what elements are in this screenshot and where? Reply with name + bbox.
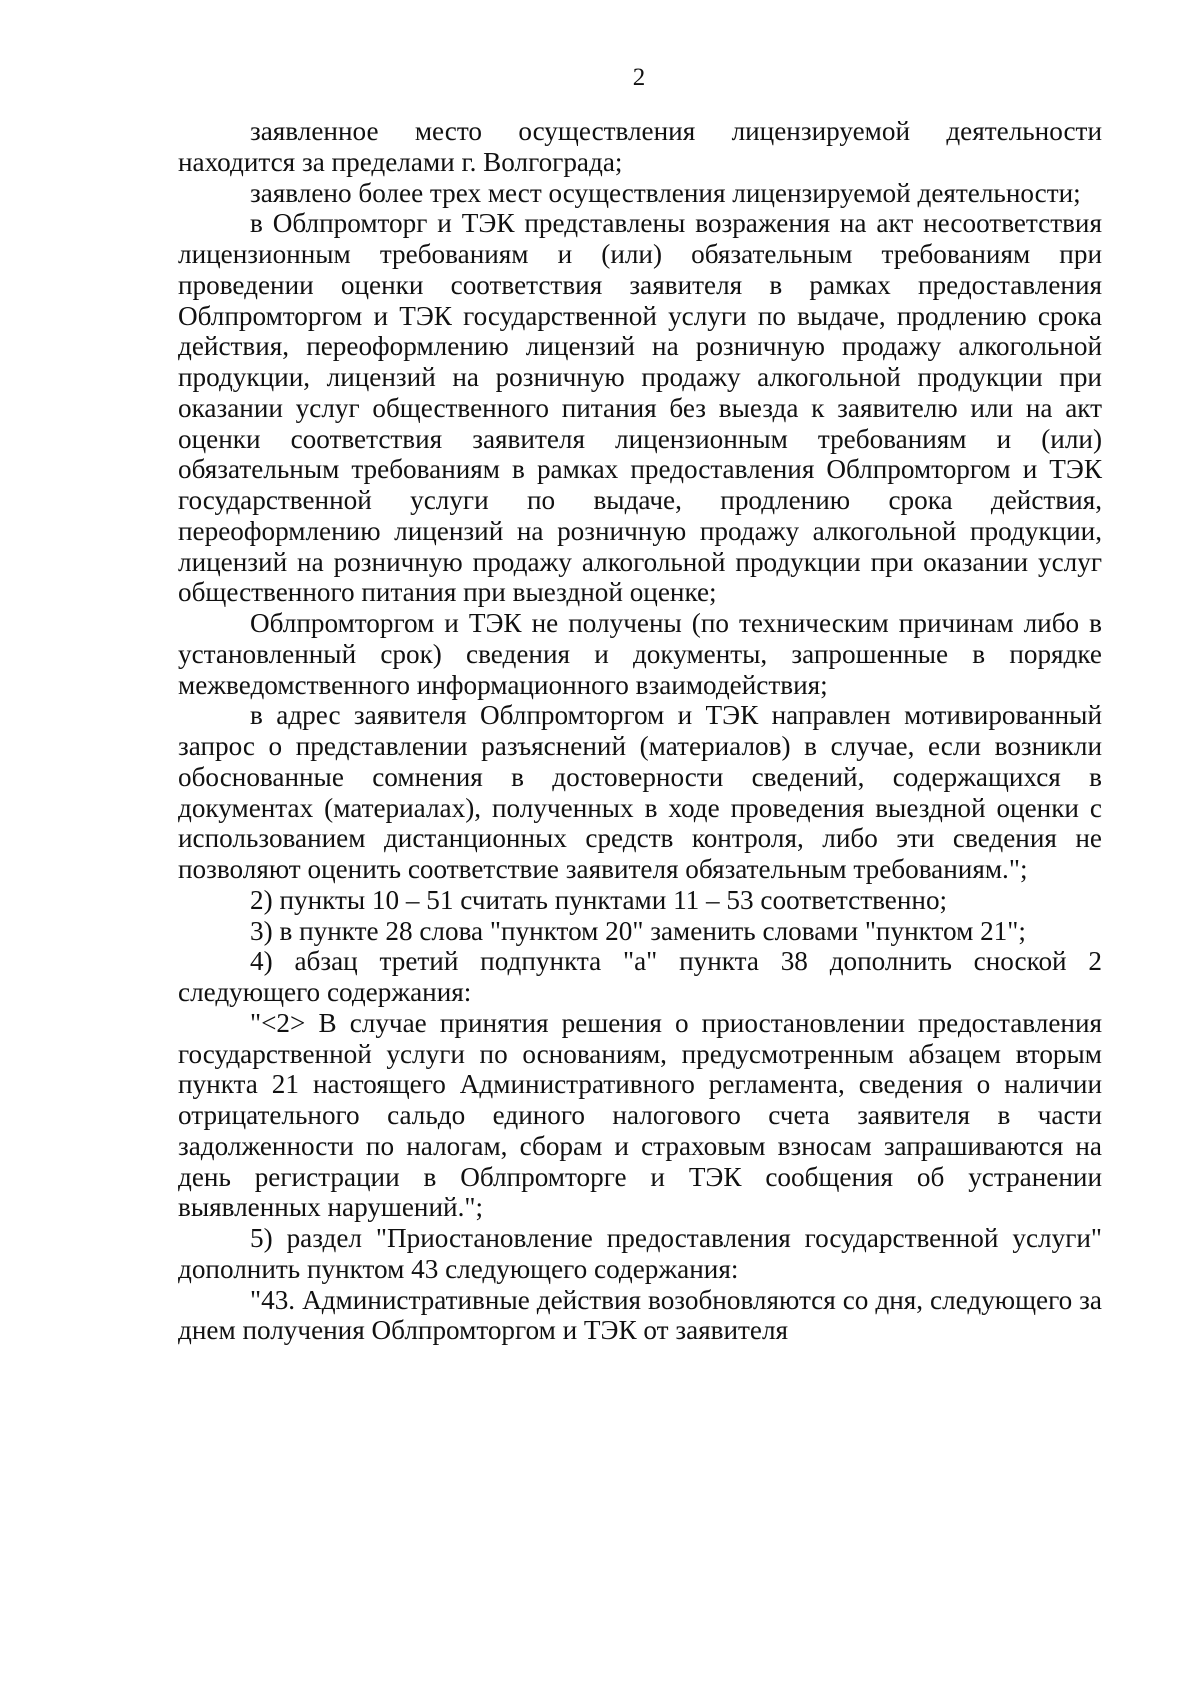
paragraph-location-outside-volgograd: заявленное место осуществления лицензируемой деятельности находится за пределами г. Волгограда;: [178, 116, 1102, 177]
paragraph-clarification-request: в адрес заявителя Облпромторгом и ТЭК направлен мотивированный запрос о представлении разъяснений (материалов) в случае, если возникли обоснованные сомнения в достоверности сведений, содержащихся в документах (материалах), полученных в ходе проведения выездной оценки с использованием дистанционных средств контроля, либо эти сведения не позволяют оценить соответствие заявителя обязательным требованиям.";: [178, 700, 1102, 884]
document-body: [178, 116, 1102, 1346]
paragraph-more-than-three-locations: заявлено более трех мест осуществления лицензируемой деятельности;: [250, 177, 1081, 208]
paragraph-item-43-text: "43. Административные действия возобновляются со дня, следующего за днем получения Облпромторгом и ТЭК от заявителя: [178, 1284, 1102, 1346]
paragraph-item-2-renumbering: 2) пункты 10 – 51 считать пунктами 11 – 53 соответственно;: [250, 884, 948, 915]
paragraph-documents-not-received: Облпромторгом и ТЭК не получены (по техническим причинам либо в установленный срок) сведения и документы, запрошенные в порядке межведомственного информационного взаимодействия;: [178, 608, 1102, 700]
paragraph-item-5-section-addition: 5) раздел "Приостановление предоставления государственной услуги" дополнить пунктом 43 следующего содержания:: [178, 1223, 1102, 1284]
paragraph-footnote-2-text: "<2> В случае принятия решения о приостановлении предоставления государственной услуги по основаниям, предусмотренным абзацем вторым пункта 21 настоящего Административного регламента, сведения о наличии отрицательного сальдо единого налогового счета заявителя в части задолженности по налогам, сборам и страховым взносам запрашиваются на день регистрации в Облпромторге и ТЭК сообщения об устранении выявленных нарушений.";: [178, 1007, 1102, 1223]
paragraph-item-3-replace-words: 3) в пункте 28 слова "пунктом 20" заменить словами "пунктом 21";: [250, 915, 1026, 946]
paragraph-item-4-footnote: 4) абзац третий подпункта "а" пункта 38 дополнить сноской 2 следующего содержания:: [178, 946, 1102, 1007]
page-number: 2: [632, 64, 646, 91]
paragraph-objections-submitted: в Облпромторг и ТЭК представлены возражения на акт несоответствия лицензионным требованиям и (или) обязательным требованиям при проведении оценки соответствия заявителя в рамках предоставления Облпромторгом и ТЭК государственной услуги по выдаче, продлению срока действия, переоформлению лицензий на розничную продажу алкогольной продукции, лицензий на розничную продажу алкогольной продукции при оказании услуг общественного питания без выезда к заявителю или на акт оценки соответствия заявителя лицензионным требованиям и (или) обязательным требованиям в рамках предоставления Облпромторгом и ТЭК государственной услуги по выдаче, продлению срока действия, переоформлению лицензий на розничную продажу алкогольной продукции, лицензий на розничную продажу алкогольной продукции при оказании услуг общественного питания при выездной оценке;: [178, 208, 1102, 608]
